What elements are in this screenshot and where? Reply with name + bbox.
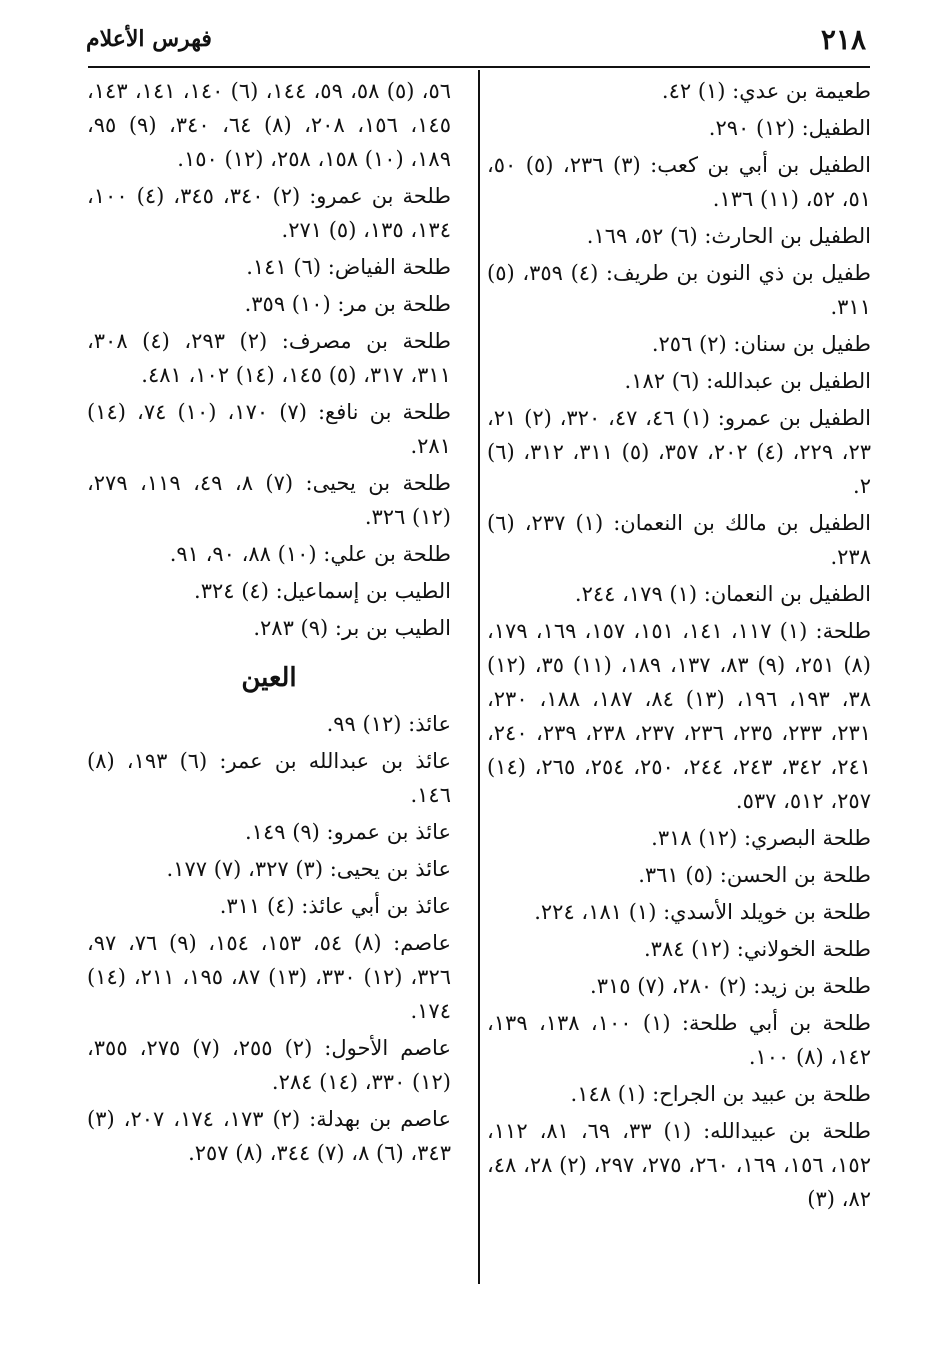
index-entry: طلحة: (١) ١١٧، ١٤١، ١٥١، ١٥٧، ١٦٩، ١٧٩، (٨) ٢٥١، (٩) ٨٣، ١٣٧، ١٨٩، (١١) ٣٥، (١٢) ٣٨، ١٩٣، ١٩٦، (١٣) ٨٤، ١٨٧، ١٨٨، ٢٣٠، ٢٣١، ٢٣٣، ٢٣٥، ٢٣٦، ٢٣٧، ٢٣٨، ٢٣٩، ٢٤٠، ٢٤١، ٣٤٢، ٢٤٣، ٢٤٤، ٢٥٠، ٢٥٤، ٢٦٥، (١٤) ٢٥٧، ٥١٢، ٥٣٧. <box>487 619 872 813</box>
index-entry: طلحة بن زيد: (٢) ٢٨٠، (٧) ٣١٥. <box>590 974 871 998</box>
index-entry: طلحة بن مصرف: (٢) ٢٩٣، (٤) ٣٠٨، ٣١١، ٣١٧، (٥) ١٤٥، (١٤) ١٠٢، ٤٨١. <box>87 329 452 387</box>
index-entry: الطيب بن بر: (٩) ٢٨٣. <box>253 616 451 640</box>
index-entry: طلحة بن علي: (١٠) ٨٨، ٩٠، ٩١. <box>169 542 451 566</box>
index-entry: عائذ بن عمرو: (٩) ١٤٩. <box>244 820 451 844</box>
index-entry: الطفيل بن عبدالله: (٦) ١٨٢. <box>624 369 871 393</box>
running-title: فهرس الأعلام <box>86 26 212 52</box>
section-heading: العين <box>241 663 297 693</box>
index-entry: طعيمة بن عدي: (١) ٤٢. <box>661 79 871 103</box>
index-entry: عاصم بن بهدلة: (٢) ١٧٣، ١٧٤، ٢٠٧، (٣) ٣٤٣، (٦) ٨، (٧) ٣٤٤، (٨) ٢٥٧. <box>87 1107 451 1165</box>
index-entry: الطيب بن إسماعيل: (٤) ٣٢٤. <box>194 579 451 603</box>
index-entry: عائذ بن يحيى: (٣) ٣٢٧، (٧) ١٧٧. <box>166 857 451 881</box>
right-column <box>487 74 871 1219</box>
index-entry: طلحة الخولاني: (١٢) ٣٨٤. <box>643 937 871 961</box>
index-entry: الطفيل بن عمرو: (١) ٤٦، ٤٧، ٣٢٠، (٢) ٢١، ٢٣، ٢٢٩، (٤) ٢٠٢، ٣٥٧، (٥) ٣١١، ٣١٢، (٦) ٢. <box>487 406 872 498</box>
index-entry: الطفيل: (١٢) ٢٩٠. <box>708 116 871 140</box>
index-entry: الطفيل بن أبي بن كعب: (٣) ٢٣٦، (٥) ٥٠، ٥١، ٥٢، (١١) ١٣٦. <box>487 153 871 211</box>
header-rule <box>88 66 870 68</box>
index-entry: طلحة بن عمرو: (٢) ٣٤٠، ٣٤٥، (٤) ١٠٠، ١٣٤، ١٣٥، (٥) ٢٧١. <box>87 184 451 242</box>
index-entry: طلحة بن يحيى: (٧) ٨، ٤٩، ١١٩، ٢٧٩، (١٢) ٣٢٦. <box>87 471 452 529</box>
index-entry: طلحة بن عبيدالله: (١) ٣٣، ٦٩، ٨١، ١١٢، ١٥٢، ١٥٦، ١٦٩، ٢٦٠، ٢٧٥، ٢٩٧، (٢) ٢٨، ٤٨، ٨٢، (٣) <box>487 1119 872 1211</box>
index-entry: عاصم: (٨) ٥٤، ١٥٣، ١٥٤، (٩) ٧٦، ٩٧، ٣٢٦، (١٢) ٣٣٠، (١٣) ٨٧، ١٩٥، ٢١١، (١٤) ١٧٤. <box>87 931 452 1023</box>
index-entry: طلحة بن مر: (١٠) ٣٥٩. <box>244 292 451 316</box>
left-column <box>87 74 451 1173</box>
index-entry: عائذ بن عبدالله بن عمر: (٦) ١٩٣، (٨) ١٤٦. <box>87 749 451 807</box>
index-entry: عاصم الأحول: (٢) ٢٥٥، (٧) ٢٧٥، ٣٥٥، (١٢) ٣٣٠، (١٤) ٢٨٤. <box>87 1036 451 1094</box>
page-header <box>86 18 866 60</box>
index-entry: طفيل بن ذي النون بن طريف: (٤) ٣٥٩، (٥) ٣١١. <box>487 261 871 319</box>
index-entry: طلحة بن عبيد بن الجراح: (١) ١٤٨. <box>570 1082 871 1106</box>
index-entry: طلحة بن الحسن: (٥) ٣٦١. <box>638 863 871 887</box>
index-entry: طفيل بن سنان: (٢) ٢٥٦. <box>651 332 871 356</box>
column-divider <box>478 70 480 1284</box>
index-entry: الطفيل بن مالك بن النعمان: (١) ٢٣٧، (٦) ٢٣٨. <box>487 511 871 569</box>
index-entry: طلحة الفياض: (٦) ١٤١. <box>246 255 451 279</box>
index-entry: عائذ بن أبي عائذ: (٤) ٣١١. <box>219 894 451 918</box>
page-number: ٢١٨ <box>820 22 866 56</box>
index-entry: طلحة بن خويلد الأسدي: (١) ١٨١، ٢٢٤. <box>534 900 871 924</box>
index-entry: الطفيل بن النعمان: (١) ١٧٩، ٢٤٤. <box>574 582 871 606</box>
index-entry: طلحة بن أبي طلحة: (١) ١٠٠، ١٣٨، ١٣٩، ١٤٢، (٨) ١٠٠. <box>487 1011 872 1069</box>
index-entry: طلحة بن نافع: (٧) ١٧٠، (١٠) ٧٤، (١٤) ٢٨١. <box>87 400 451 458</box>
index-entry: عائذ: (١٢) ٩٩. <box>326 712 451 736</box>
index-entry: ٥٦، (٥) ٥٨، ٥٩، ١٤٤، (٦) ١٤٠، ١٤١، ١٤٣، ١٤٥، ١٥٦، ٢٠٨، (٨) ٦٤، ٣٤٠، (٩) ٩٥، ١٨٩، (١٠) ١٥٨، ٢٥٨، (١٢) ١٥٠. <box>87 79 452 171</box>
index-entry: الطفيل بن الحارث: (٦) ٥٢، ١٦٩. <box>586 224 871 248</box>
index-entry: طلحة البصري: (١٢) ٣١٨. <box>651 826 871 850</box>
